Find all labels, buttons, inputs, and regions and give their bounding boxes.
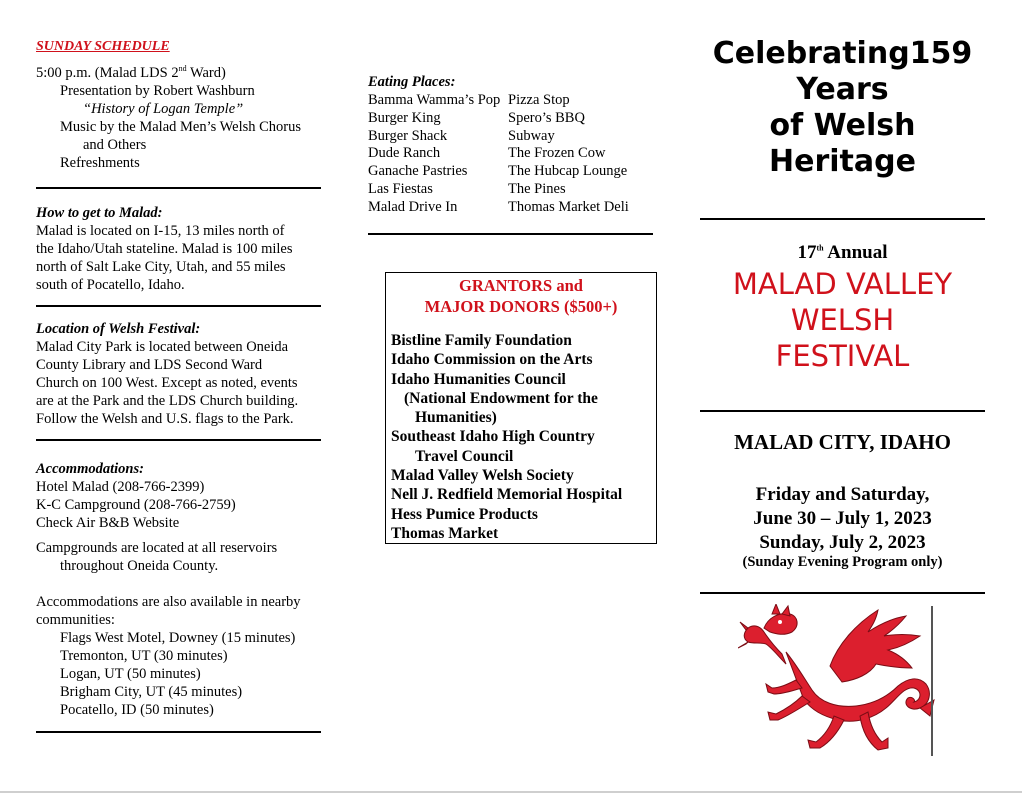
table-row (368, 163, 629, 181)
date-line: Sunday, July 2, 2023 (759, 532, 926, 553)
sunday-schedule-section (36, 38, 326, 172)
donor-item: Humanities) (415, 409, 497, 427)
donors-title-line: GRANTORS and (459, 276, 583, 295)
eating-place: Spero’s BBQ (508, 109, 585, 126)
celebrating-line: Years (796, 72, 889, 107)
celebrating-line: Celebrating159 (712, 36, 973, 71)
schedule-time: 5:00 p.m. (Malad LDS 2nd Ward) (36, 64, 226, 81)
nearby-place: Logan, UT (50 minutes) (60, 666, 201, 682)
divider (36, 187, 321, 189)
schedule-presentation-title: “History of Logan Temple” (83, 101, 244, 117)
eating-place: Burger Shack (368, 127, 448, 144)
divider (368, 233, 653, 235)
flag-pole (931, 606, 933, 756)
schedule-music-cont: and Others (83, 137, 147, 153)
celebrating-line: of Welsh (769, 108, 916, 143)
location-line: Malad City Park is located between Oneida (36, 339, 289, 355)
divider (36, 305, 321, 307)
celebrating-title (700, 36, 985, 180)
donor-item: Idaho Humanities Council (391, 370, 566, 388)
donor-item: Idaho Commission on the Arts (391, 351, 593, 369)
table-row (368, 110, 629, 128)
festival-name (700, 266, 985, 374)
eating-place: Las Fiestas (368, 180, 433, 197)
accommodations-heading: Accommodations: (36, 461, 144, 477)
how-to-get-line: north of Salt Lake City, Utah, and 55 miles (36, 259, 286, 275)
location-line: Church on 100 West. Except as noted, events (36, 375, 298, 391)
nearby-text-cont: communities: (36, 612, 115, 628)
accommodation-item: Hotel Malad (208-766-2399) (36, 479, 205, 495)
nearby-place: Brigham City, UT (45 minutes) (60, 684, 243, 700)
eating-place: Burger King (368, 109, 441, 126)
festival-name-line: WELSH (790, 303, 895, 337)
campgrounds-text-cont: throughout Oneida County. (60, 558, 219, 574)
campgrounds-text: Campgrounds are located at all reservoirs (36, 540, 278, 556)
donors-box (385, 272, 657, 544)
sunday-schedule-heading: SUNDAY SCHEDULE (36, 39, 170, 54)
divider (700, 218, 985, 220)
table-row (368, 92, 629, 110)
donor-item: Bistline Family Foundation (391, 332, 572, 349)
location-line: are at the Park and the LDS Church building. (36, 393, 299, 409)
celebrating-line: Heritage (769, 144, 916, 179)
festival-name-line: FESTIVAL (775, 339, 910, 373)
date-line: Friday and Saturday, (755, 484, 930, 505)
donor-item: Thomas Market (391, 524, 499, 542)
divider (700, 592, 985, 594)
how-to-get-heading: How to get to Malad: (36, 205, 163, 221)
table-row (368, 128, 629, 146)
donor-item: Hess Pumice Products (391, 505, 538, 523)
eating-places-table (368, 92, 629, 217)
nearby-place: Tremonton, UT (30 minutes) (60, 648, 228, 664)
eating-place: Thomas Market Deli (508, 198, 629, 215)
eating-place: Pizza Stop (508, 92, 570, 108)
date-note: (Sunday Evening Program only) (742, 554, 943, 570)
festival-dates (700, 483, 985, 555)
welsh-dragon-icon (738, 604, 938, 756)
eating-place: The Pines (508, 180, 566, 197)
accommodation-item: K-C Campground (208-766-2759) (36, 497, 236, 513)
donor-item: (National Endowment for the (404, 389, 598, 407)
eating-place: Malad Drive In (368, 198, 458, 215)
annual-label: 17th Annual (797, 242, 888, 263)
nearby-place: Pocatello, ID (50 minutes) (60, 702, 214, 718)
eating-places-heading: Eating Places: (368, 74, 456, 90)
donors-title (386, 275, 656, 317)
eating-place: Ganache Pastries (368, 163, 468, 180)
table-row (368, 145, 629, 163)
donor-item: Southeast Idaho High Country (391, 428, 595, 446)
location-heading: Location of Welsh Festival: (36, 321, 201, 337)
eating-place: Dude Ranch (368, 145, 441, 162)
how-to-get-section (36, 204, 326, 294)
divider (700, 410, 985, 412)
donor-item: Travel Council (415, 447, 514, 465)
eating-place: Bamma Wamma’s Pop (368, 92, 501, 108)
accommodations-section (36, 460, 326, 719)
donor-item: Malad Valley Welsh Society (391, 467, 574, 485)
nearby-text: Accommodations are also available in nearby (36, 594, 301, 610)
how-to-get-line: south of Pocatello, Idaho. (36, 277, 185, 293)
how-to-get-line: Malad is located on I-15, 13 miles north of (36, 223, 285, 239)
donors-title-line: MAJOR DONORS ($500+) (424, 297, 618, 316)
city-heading: MALAD CITY, IDAHO (734, 430, 951, 454)
festival-name-line: MALAD VALLEY (732, 267, 953, 301)
donors-list (386, 331, 656, 543)
eating-place: The Hubcap Lounge (508, 163, 628, 180)
accommodation-item: Check Air B&B Website (36, 515, 180, 531)
table-row (368, 199, 629, 217)
donor-item: Nell J. Redfield Memorial Hospital (391, 486, 623, 504)
location-line: County Library and LDS Second Ward (36, 357, 263, 373)
divider (36, 439, 321, 441)
divider (36, 731, 321, 733)
date-line: June 30 – July 1, 2023 (753, 508, 932, 529)
table-row (368, 181, 629, 199)
eating-place: The Frozen Cow (508, 145, 606, 162)
schedule-refreshments: Refreshments (60, 155, 140, 171)
schedule-music: Music by the Malad Men’s Welsh Chorus (60, 119, 302, 135)
schedule-presentation: Presentation by Robert Washburn (60, 83, 255, 99)
how-to-get-line: the Idaho/Utah stateline. Malad is 100 miles (36, 241, 293, 257)
location-line: Follow the Welsh and U.S. flags to the Park. (36, 411, 294, 427)
nearby-place: Flags West Motel, Downey (15 minutes) (60, 630, 296, 646)
eating-place: Subway (508, 127, 555, 144)
location-section (36, 320, 326, 428)
